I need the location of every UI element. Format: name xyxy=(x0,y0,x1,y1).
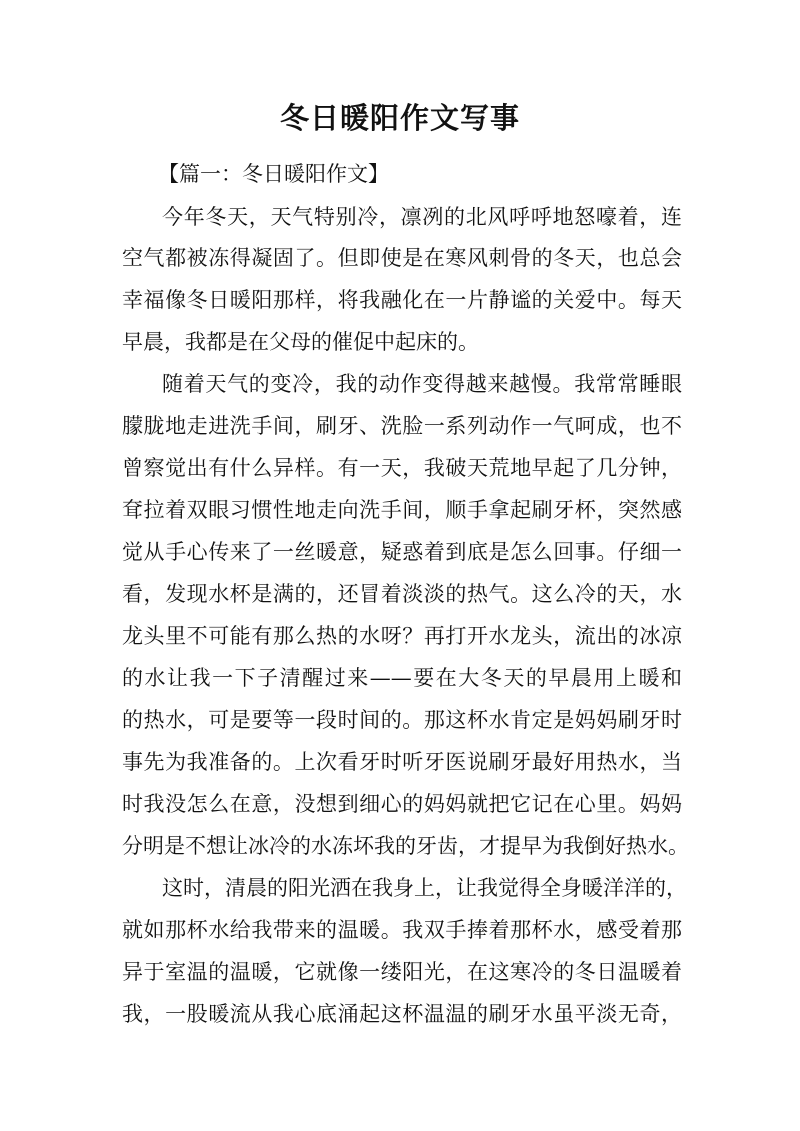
paragraph-line: 随着天气的变冷，我的动作变得越来越慢。我常常睡眼 xyxy=(162,372,682,396)
paragraph-line: 分明是不想让冰冷的水冻坏我的牙齿，才提早为我倒好热水。 xyxy=(122,834,689,858)
paragraph-line: 事先为我准备的。上次看牙时听牙医说刷牙最好用热水，当 xyxy=(122,750,682,774)
paragraph-line: 耷拉着双眼习惯性地走向洗手间，顺手拿起刷牙杯，突然感 xyxy=(122,498,682,522)
document-title: 冬日暖阳作文写事 xyxy=(279,101,520,135)
section-heading: 【篇一：冬日暖阳作文】 xyxy=(158,162,389,186)
paragraph-line: 朦胧地走进洗手间，刷牙、洗脸一系列动作一气呵成，也不 xyxy=(122,414,682,438)
paragraph-line: 空气都被冻得凝固了。但即使是在寒风刺骨的冬天，也总会 xyxy=(122,246,682,270)
paragraph-line: 的热水，可是要等一段时间的。那这杯水肯定是妈妈刷牙时 xyxy=(122,708,682,732)
paragraph-line: 看，发现水杯是满的，还冒着淡淡的热气。这么冷的天，水 xyxy=(122,582,682,606)
paragraph-line: 就如那杯水给我带来的温暖。我双手捧着那杯水，感受着那 xyxy=(122,918,682,942)
paragraph-line: 曾察觉出有什么异样。有一天，我破天荒地早起了几分钟， xyxy=(122,456,682,480)
paragraph-line: 的水让我一下子清醒过来——要在大冬天的早晨用上暖和 xyxy=(122,666,682,690)
paragraph-line: 早晨，我都是在父母的催促中起床的。 xyxy=(122,330,479,354)
paragraph-line: 龙头里不可能有那么热的水呀？再打开水龙头，流出的冰凉 xyxy=(122,624,682,648)
paragraph-line: 觉从手心传来了一丝暖意，疑惑着到底是怎么回事。仔细一 xyxy=(122,540,682,564)
paragraph-line: 我，一股暖流从我心底涌起这杯温温的刷牙水虽平淡无奇， xyxy=(122,1002,682,1026)
paragraph-line: 异于室温的温暖，它就像一缕阳光，在这寒冷的冬日温暖着 xyxy=(122,960,682,984)
paragraph-line: 这时，清晨的阳光洒在我身上，让我觉得全身暖洋洋的， xyxy=(162,876,687,900)
paragraph-line: 时我没怎么在意，没想到细心的妈妈就把它记在心里。妈妈 xyxy=(122,792,682,816)
paragraph-line: 幸福像冬日暖阳那样，将我融化在一片静谧的关爱中。每天 xyxy=(122,288,682,312)
paragraph-line: 今年冬天，天气特别冷，凛冽的北风呼呼地怒嚎着，连 xyxy=(162,205,682,229)
